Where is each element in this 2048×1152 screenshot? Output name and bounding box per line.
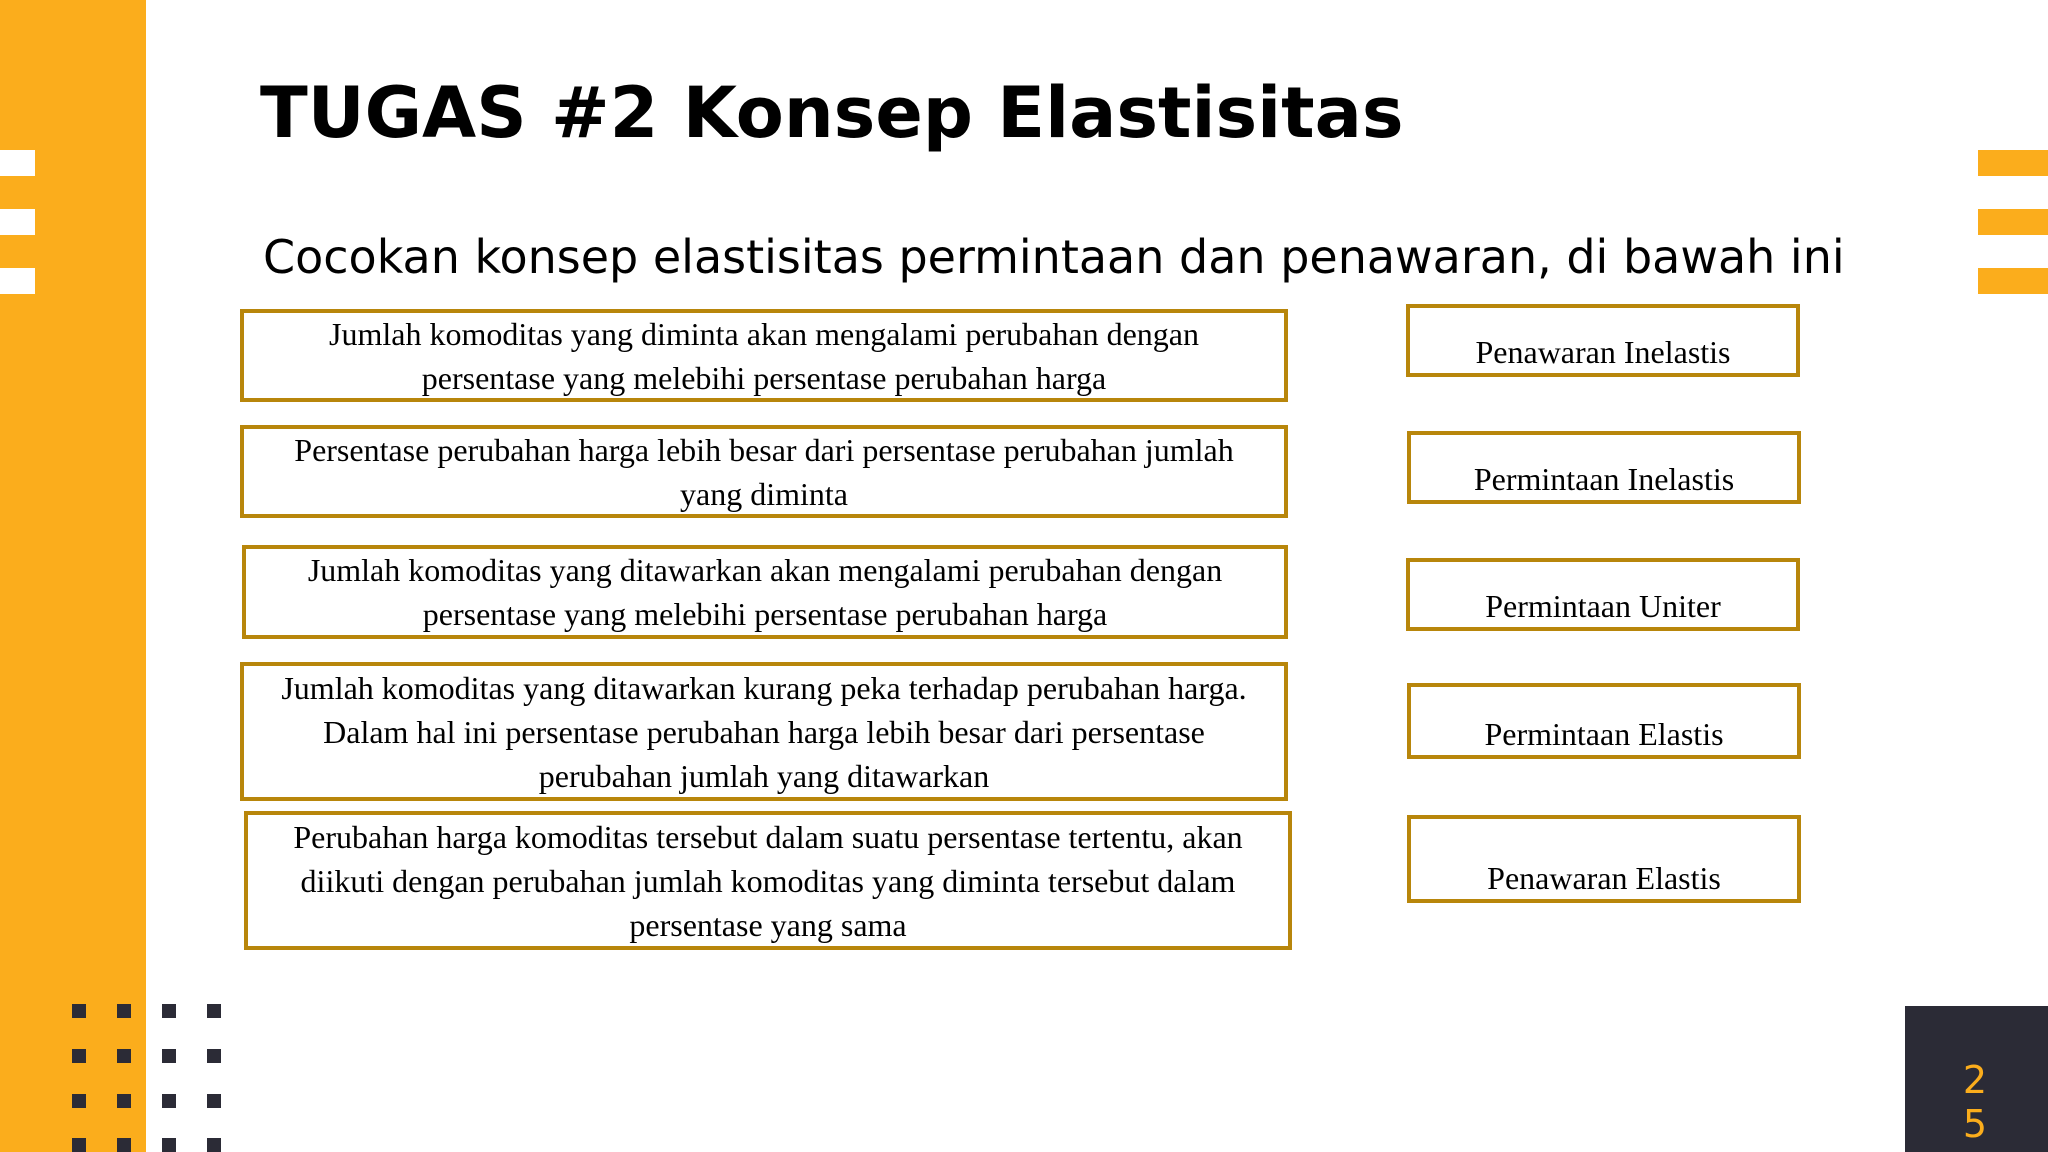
- page-number: [1960, 1058, 1990, 1146]
- decor-dot: [72, 1094, 86, 1108]
- description-text: Perubahan harga komoditas tersebut dalam suatu persentase tertentu, akan diikuti dengan perubahan jumlah komoditas yang diminta tersebut dalam persentase yang sama: [293, 818, 1243, 943]
- description-text: Persentase perubahan harga lebih besar dari persentase perubahan jumlah yang diminta: [294, 431, 1234, 512]
- decor-dot: [162, 1049, 176, 1063]
- description-box-2[interactable]: [240, 425, 1288, 518]
- decor-dot: [72, 1138, 86, 1152]
- description-box-5[interactable]: [244, 811, 1292, 950]
- concept-label: Permintaan Elastis: [1484, 716, 1724, 752]
- description-box-4[interactable]: [240, 662, 1288, 801]
- decor-dot: [117, 1094, 131, 1108]
- decor-dot: [72, 1004, 86, 1018]
- decor-dot: [117, 1138, 131, 1152]
- right-decor-bar: [1978, 268, 2048, 294]
- concept-label: Penawaran Elastis: [1487, 860, 1721, 896]
- page-number-digit: 2: [1962, 1058, 1988, 1102]
- decor-dot: [207, 1094, 221, 1108]
- decor-dot: [72, 1049, 86, 1063]
- decor-dot: [162, 1004, 176, 1018]
- description-text: Jumlah komoditas yang diminta akan mengalami perubahan dengan persentase yang melebihi persentase perubahan harga: [329, 315, 1199, 396]
- concept-label: Permintaan Inelastis: [1473, 461, 1735, 497]
- decor-dot: [207, 1049, 221, 1063]
- right-decor-bar: [1978, 150, 2048, 176]
- left-decor-bar: [0, 268, 35, 294]
- page-number-digit: 5: [1962, 1102, 1988, 1146]
- right-decor-bar: [1978, 209, 2048, 235]
- left-decor-bar: [0, 209, 35, 235]
- decor-dot: [207, 1004, 221, 1018]
- description-box-1[interactable]: [240, 309, 1288, 402]
- concept-label: Penawaran Inelastis: [1475, 334, 1731, 370]
- decor-dot: [117, 1004, 131, 1018]
- concept-box-2[interactable]: [1407, 431, 1801, 504]
- concept-box-1[interactable]: [1406, 304, 1800, 377]
- description-text: Jumlah komoditas yang ditawarkan kurang peka terhadap perubahan harga. Dalam hal ini persentase perubahan harga lebih besar dari persentase perubahan jumlah yang ditawarkan: [281, 669, 1247, 794]
- slide-subtitle: Cocokan konsep elastisitas permintaan dan penawaran, di bawah ini: [263, 230, 1845, 284]
- concept-label: Permintaan Uniter: [1485, 588, 1721, 624]
- concept-box-4[interactable]: [1407, 683, 1801, 759]
- concept-box-3[interactable]: [1406, 558, 1800, 631]
- description-box-3[interactable]: [242, 545, 1288, 639]
- concept-box-5[interactable]: [1407, 815, 1801, 903]
- decor-dot: [162, 1094, 176, 1108]
- decor-dot: [162, 1138, 176, 1152]
- description-text: Jumlah komoditas yang ditawarkan akan mengalami perubahan dengan persentase yang melebihi persentase perubahan harga: [307, 552, 1223, 632]
- decor-dot: [117, 1049, 131, 1063]
- left-decor-bar: [0, 150, 35, 176]
- slide-title: TUGAS #2 Konsep Elastisitas: [260, 72, 1404, 154]
- decor-dot: [207, 1138, 221, 1152]
